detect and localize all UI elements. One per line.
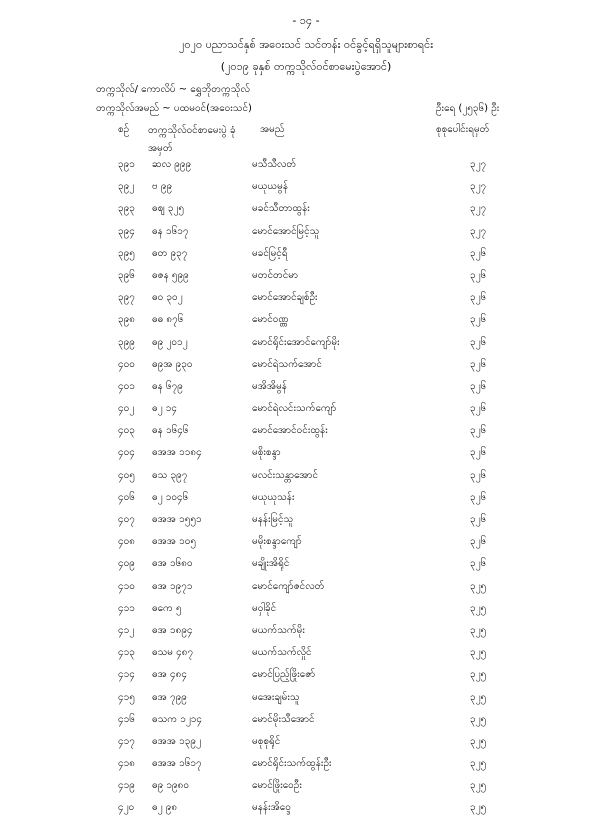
- serial-no-cell: ၃၉၉: [118, 336, 135, 348]
- serial-no-cell: ၄၁၅: [118, 691, 135, 703]
- roll-number-cell: ဓအ ၇၉၉: [152, 691, 187, 703]
- score-cell: ၃၂၆: [470, 269, 487, 281]
- table-row: [0, 288, 612, 310]
- table-row: [0, 399, 612, 421]
- table-row: [0, 510, 612, 532]
- roll-number-cell: ဓဇန ၅၉၉: [152, 269, 189, 281]
- roll-number-cell: ဓ၉ ၂၀၁၂: [152, 336, 188, 348]
- serial-no-cell: ၃၉၇: [118, 292, 135, 304]
- serial-no-cell: ၄၁၄: [118, 669, 135, 681]
- table-row: [0, 222, 612, 244]
- name-cell: မယက်သက်မိုး: [252, 624, 305, 636]
- serial-no-cell: ၃၉၆: [118, 269, 135, 281]
- roll-number-cell: ဓအ ၁၉၇၁: [152, 580, 193, 592]
- score-cell: ၃၂၅: [470, 802, 487, 814]
- table-row: [0, 377, 612, 399]
- table-row: [0, 643, 612, 665]
- name-cell: မအေးချမ်းသူ: [252, 691, 300, 703]
- roll-number-cell: ဓသမ ၄၈၇: [152, 647, 194, 659]
- roll-number-cell: ဓဓ ၈၇၆: [152, 314, 184, 326]
- roll-number-cell: ဓ၂ ၁၄: [152, 403, 177, 415]
- serial-no-cell: ၄၁၈: [118, 758, 135, 770]
- table-row: [0, 466, 612, 488]
- score-cell: ၃၂၆: [470, 425, 487, 437]
- serial-no-cell: ၄၀၉: [118, 558, 135, 570]
- name-cell: မောင်ရိုင်းအောင်ကျော်မိုး: [252, 336, 340, 348]
- score-cell: ၃၂၅: [470, 580, 487, 592]
- roll-number-cell: ဓန ၁၆၁၇: [152, 225, 189, 237]
- university-line: တက္ကသိုလ်/ ကောလိပ် ~ ရွှေဘိုတက္ကသိုလ်: [96, 84, 250, 95]
- header-name: အမည်: [260, 124, 285, 135]
- table-row: [0, 754, 612, 776]
- serial-no-cell: ၄၀၂: [118, 403, 135, 415]
- table-row: [0, 199, 612, 221]
- serial-no-cell: ၄၁၂: [118, 624, 135, 636]
- serial-no-cell: ၄၂၀: [118, 802, 135, 814]
- score-cell: ၃၂၆: [470, 558, 487, 570]
- roll-number-cell: ဓအ ၁၈၉၄: [152, 624, 193, 636]
- table-row: [0, 310, 612, 332]
- document-title: ၂၀၂၀ ပညာသင်နှစ် အဝေးသင် သင်တန်း ဝင်ခွင့်ရရှိသူများစာရင်း: [178, 38, 433, 51]
- roll-number-cell: ဓ၂ ၁၀၄၆: [152, 491, 189, 503]
- name-cell: မယုယုသန်း: [252, 491, 295, 503]
- score-cell: ၃၂၅: [470, 713, 487, 725]
- score-cell: ၃၂၆: [470, 514, 487, 525]
- name-cell: မောင်ဝဏ္ဏ: [252, 314, 289, 326]
- score-cell: ၃၂၆: [470, 447, 487, 459]
- serial-no-cell: ၃၉၂: [118, 181, 135, 193]
- name-cell: မယုယမွန်: [252, 181, 289, 193]
- roll-number-cell: ဗ ၉၉: [152, 181, 173, 193]
- roll-number-cell: ဓ၂ ၉၈: [152, 802, 178, 814]
- header-serial-no: စဉ်: [118, 124, 130, 135]
- table-row: [0, 665, 612, 687]
- serial-no-cell: ၄၀၃: [118, 425, 135, 437]
- roll-number-cell: ဓန ၁၆၄၆: [152, 425, 189, 437]
- roll-number-cell: ဓန ၆၇၉: [152, 380, 183, 392]
- roll-number-cell: ဆလ ၉၉၉: [152, 159, 192, 170]
- serial-no-cell: ၄၁၉: [118, 780, 135, 792]
- page-number: - ၁၄ -: [292, 14, 320, 27]
- serial-no-cell: ၄၀၇: [118, 514, 135, 525]
- score-cell: ၃၂၆: [470, 380, 487, 392]
- serial-no-cell: ၄၀၆: [118, 491, 135, 503]
- name-cell: မတင်တင်မာ: [252, 269, 299, 281]
- score-cell: ၃၂၅: [470, 669, 487, 681]
- roll-number-cell: ဓအအ ၁၃၉၂: [152, 735, 201, 747]
- roll-number-cell: ဓ၉ ၁၉၈၀: [152, 780, 190, 792]
- score-cell: ၃၂၇: [470, 225, 487, 237]
- name-cell: မမိုးစန္ဒာကျော်: [252, 536, 302, 548]
- serial-no-cell: ၃၉၈: [118, 314, 135, 326]
- serial-no-cell: ၄၀၀: [118, 358, 135, 370]
- name-cell: မခင်သီတာထွန်း: [252, 203, 310, 215]
- roll-number-cell: ဓအ ၄၈၄: [152, 669, 187, 681]
- table-row: [0, 688, 612, 710]
- name-cell: မနန်းအိဝ္ဒေ: [252, 802, 291, 814]
- results-table: [0, 155, 612, 821]
- score-cell: ၃၂၅: [470, 780, 487, 792]
- serial-no-cell: ၄၁၃: [118, 647, 135, 659]
- score-cell: ၃၂၆: [470, 491, 487, 503]
- score-cell: ၃၂၆: [470, 314, 487, 326]
- roll-number-cell: ဓကေ ၅: [152, 602, 182, 614]
- table-row: [0, 554, 612, 576]
- score-cell: ၃၂၆: [470, 336, 487, 348]
- table-row: [0, 355, 612, 377]
- serial-no-cell: ၄၀၄: [118, 447, 135, 459]
- score-cell: ၃၂၅: [470, 602, 487, 614]
- roll-number-cell: ဓအအ ၁၆၁၇: [152, 758, 202, 770]
- roll-number-cell: ဓအအ ၁၁၈၄: [152, 447, 202, 459]
- roll-number-cell: ဓတ ၉၃၇: [152, 247, 188, 259]
- roll-number-cell: ဓဈ ၃၂၅: [152, 203, 185, 215]
- table-row: [0, 532, 612, 554]
- table-row: [0, 710, 612, 732]
- table-row: [0, 798, 612, 820]
- document-subtitle: (၂၀၁၉ ခုနှစ် တက္ကသိုလ်ဝင်စာမေးပွဲအောင်): [220, 60, 392, 73]
- name-cell: မောင်မိုးသီအောင်: [252, 713, 315, 725]
- score-cell: ၃၂၇: [470, 181, 487, 193]
- name-cell: မအိအိမွန်: [252, 380, 287, 392]
- table-row: [0, 266, 612, 288]
- table-row: [0, 488, 612, 510]
- name-cell: မသီသီလတ်: [252, 159, 297, 170]
- score-cell: ၃၂၆: [470, 358, 487, 370]
- score-cell: ၃၂၅: [470, 647, 487, 659]
- name-cell: မဝှါခိုင်: [252, 602, 277, 614]
- header-count: ဦးရေ (၂၅၃၆) ဦး: [436, 103, 500, 114]
- header-university: တက္ကသိုလ်အမည် ~ ပထမဝင်(အဝေးသင်): [96, 103, 252, 114]
- serial-no-cell: ၄၁၁: [118, 602, 135, 614]
- table-row: [0, 599, 612, 621]
- score-cell: ၃၂၆: [470, 536, 487, 548]
- serial-no-cell: ၄၁၀: [118, 580, 135, 592]
- table-row: [0, 155, 612, 177]
- score-cell: ၃၂၅: [470, 758, 487, 770]
- score-cell: ၃၂၆: [470, 469, 487, 481]
- serial-no-cell: ၄၀၁: [118, 380, 135, 392]
- name-cell: မောင်ကျော်ဇင်လတ်: [252, 580, 325, 592]
- name-cell: မောင်ရဲလင်းသက်ကျော်: [252, 403, 337, 415]
- serial-no-cell: ၄၁၆: [118, 713, 135, 725]
- header-roll-number: တက္ကသိုလ်ဝင်စာမေးပွဲ ခုံအမှတ်: [148, 125, 236, 154]
- roll-number-cell: ဓ၉အ ၉၃၀: [152, 358, 193, 370]
- roll-number-cell: ဓအအ ၁၅၅၁: [152, 514, 202, 525]
- table-row: [0, 776, 612, 798]
- score-cell: ၃၂၇: [470, 203, 487, 215]
- roll-number-cell: ဓ၀ ၃၀၂: [152, 292, 183, 304]
- name-cell: မလင်းသန္တာအောင်: [252, 469, 318, 481]
- name-cell: မောင်အောင်မြင့်သူ: [252, 225, 320, 237]
- table-row: [0, 333, 612, 355]
- serial-no-cell: ၃၉၁: [118, 159, 135, 170]
- name-cell: မောင်ဖြိုးဝေဦး: [252, 780, 302, 792]
- name-cell: မစိုးစန္ဒာ: [252, 447, 281, 459]
- score-cell: ၃၂၆: [470, 403, 487, 415]
- table-row: [0, 244, 612, 266]
- name-cell: မစုစုရိုင်: [252, 735, 281, 747]
- roll-number-cell: ဓသက ၁၂၁၄: [152, 713, 203, 725]
- score-cell: ၃၂၇: [470, 159, 487, 170]
- score-cell: ၃၂၆: [470, 292, 487, 304]
- table-row: [0, 621, 612, 643]
- score-cell: ၃၂၆: [470, 247, 487, 259]
- serial-no-cell: ၃၉၅: [118, 247, 135, 259]
- table-row: [0, 177, 612, 199]
- name-cell: မချိုးအိရိုင်: [252, 558, 290, 570]
- table-row: [0, 732, 612, 754]
- name-cell: မောင်ပြည့်ဖြိုးဇော်: [252, 669, 316, 681]
- name-cell: မနန်းမြင့်သူ: [252, 514, 294, 525]
- name-cell: မခင်မြင့်ရီ: [252, 247, 288, 259]
- score-cell: ၃၂၅: [470, 624, 487, 636]
- score-cell: ၃၂၅: [470, 735, 487, 747]
- table-row: [0, 421, 612, 443]
- table-row: [0, 577, 612, 599]
- name-cell: မောင်အောင်ဝင်းထွန်း: [252, 425, 328, 437]
- roll-number-cell: ဓအ ၁၆၈၀: [152, 558, 193, 570]
- name-cell: မယက်သက်လှိုင်: [252, 647, 312, 659]
- name-cell: မောင်ရိုင်းသက်ထွန်းဦး: [252, 758, 332, 770]
- serial-no-cell: ၃၉၃: [118, 203, 135, 215]
- serial-no-cell: ၄၀၈: [118, 536, 135, 548]
- serial-no-cell: ၄၀၅: [118, 469, 135, 481]
- name-cell: မောင်အောင်ချစ်ဦး: [252, 292, 318, 304]
- roll-number-cell: ဓအအ ၁၀၅: [152, 536, 197, 548]
- table-row: [0, 443, 612, 465]
- name-cell: မောင်ရဲသက်အောင်: [252, 358, 322, 370]
- serial-no-cell: ၃၉၄: [118, 225, 135, 237]
- roll-number-cell: ဓသ ၃၉၇: [152, 469, 188, 481]
- serial-no-cell: ၄၁၇: [118, 735, 135, 747]
- header-total-score: စုစုပေါင်းရမှတ်: [436, 124, 490, 135]
- score-cell: ၃၂၅: [470, 691, 487, 703]
